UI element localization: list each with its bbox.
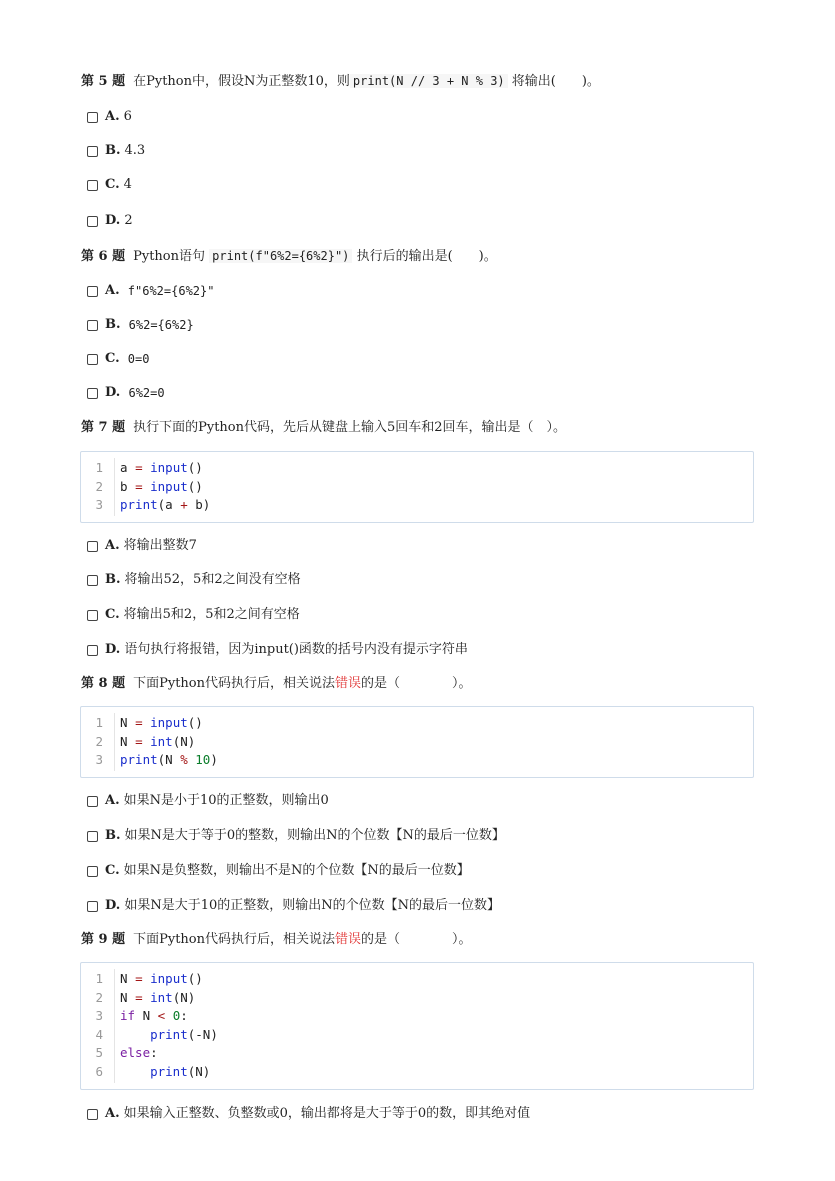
checkbox[interactable] — [87, 866, 98, 877]
option-letter: B. — [105, 572, 121, 587]
option-letter: A. — [105, 793, 120, 808]
option-letter: A. — [105, 538, 120, 553]
inline-code: print(f"6%2={6%2}") — [209, 249, 352, 263]
checkbox[interactable] — [87, 146, 98, 157]
option-letter: C. — [105, 177, 120, 192]
code-text: print(-N) — [150, 1026, 218, 1042]
question-text-end: 的是（ ）。 — [361, 676, 472, 691]
question-number: 第 9 题 — [81, 932, 126, 947]
option-b[interactable] — [87, 571, 301, 589]
question-text: 下面Python代码执行后，相关说法 — [133, 676, 335, 691]
code-line — [81, 733, 753, 752]
option-text: 如果N是负整数，则输出不是N的个位数【N的最后一位数】 — [123, 863, 470, 878]
code-text: a = input() — [120, 460, 203, 475]
checkbox[interactable] — [87, 286, 98, 297]
question-7-title — [81, 419, 566, 437]
option-text: 将输出5和2，5和2之间有空格 — [123, 607, 300, 622]
line-number: 5 — [95, 1045, 103, 1061]
option-text: 将输出52，5和2之间没有空格 — [124, 572, 301, 587]
code-text: N = input() — [120, 715, 203, 730]
checkbox[interactable] — [87, 216, 98, 227]
code-line — [81, 459, 753, 478]
code-line — [81, 714, 753, 733]
option-text: 6%2={6%2} — [128, 318, 194, 332]
option-c[interactable] — [87, 176, 132, 194]
checkbox[interactable] — [87, 180, 98, 191]
option-text: 如果N是小于10的正整数，则输出0 — [123, 793, 329, 808]
checkbox[interactable] — [87, 320, 98, 331]
question-number: 第 8 题 — [81, 676, 126, 691]
code-text: print(N % 10) — [120, 752, 218, 768]
option-letter: C. — [105, 351, 120, 366]
line-number: 2 — [95, 989, 103, 1005]
question-number: 第 5 题 — [81, 74, 126, 89]
checkbox[interactable] — [87, 901, 98, 912]
line-number: 3 — [95, 752, 103, 768]
code-block — [80, 451, 754, 523]
checkbox[interactable] — [87, 645, 98, 656]
checkbox[interactable] — [87, 1109, 98, 1120]
option-text: 如果输入正整数、负整数或0，输出都将是大于等于0的数，即其绝对值 — [123, 1106, 531, 1121]
option-text: 0=0 — [127, 352, 150, 366]
code-text: print(N) — [150, 1063, 211, 1079]
option-a[interactable] — [87, 1105, 530, 1123]
question-text: 执行下面的Python代码，先后从键盘上输入5回车和2回车，输出是（ ）。 — [133, 420, 567, 435]
question-5-title — [81, 72, 600, 91]
line-number: 1 — [95, 971, 103, 986]
code-line — [81, 1044, 753, 1063]
checkbox[interactable] — [87, 354, 98, 365]
option-text: 6%2=0 — [128, 386, 165, 400]
option-text: 将输出整数7 — [123, 538, 197, 553]
option-letter: A. — [105, 283, 120, 298]
question-text: Python语句 — [133, 249, 205, 264]
code-line — [81, 496, 753, 515]
option-a[interactable] — [87, 537, 197, 555]
code-line — [81, 1007, 753, 1026]
code-text: N = int(N) — [120, 733, 196, 749]
question-text-end: 将输出( )。 — [511, 74, 600, 89]
code-text: if N < 0: — [120, 1008, 188, 1024]
checkbox[interactable] — [87, 610, 98, 621]
option-letter: B. — [105, 143, 121, 158]
option-c[interactable] — [87, 350, 149, 368]
option-d[interactable] — [87, 641, 468, 659]
line-number: 3 — [95, 497, 103, 513]
checkbox[interactable] — [87, 796, 98, 807]
code-line — [81, 970, 753, 989]
line-number: 2 — [95, 733, 103, 749]
option-b[interactable] — [87, 316, 194, 334]
code-text: b = input() — [120, 478, 203, 494]
inline-code: print(N // 3 + N % 3) — [350, 74, 508, 88]
option-text: 如果N是大于等于0的整数，则输出N的个位数【N的最后一位数】 — [124, 828, 505, 843]
checkbox[interactable] — [87, 388, 98, 399]
code-line — [81, 478, 753, 497]
option-letter: C. — [105, 607, 120, 622]
question-6-title — [81, 247, 497, 266]
question-text: 在Python中，假设N为正整数10，则 — [133, 74, 350, 89]
option-letter: A. — [105, 109, 120, 124]
option-letter: A. — [105, 1106, 120, 1121]
code-block — [80, 962, 754, 1090]
option-letter: D. — [105, 642, 121, 657]
option-text: 语句执行将报错，因为input()函数的括号内没有提示字符串 — [124, 642, 468, 657]
option-letter: D. — [105, 213, 121, 228]
code-text: print(a + b) — [120, 497, 211, 513]
option-letter: D. — [105, 385, 121, 400]
option-d[interactable] — [87, 212, 133, 230]
option-a[interactable] — [87, 792, 329, 810]
option-a[interactable] — [87, 108, 132, 126]
line-number: 1 — [95, 460, 103, 475]
option-letter: C. — [105, 863, 120, 878]
line-number: 1 — [95, 715, 103, 730]
question-text-end: 的是（ ）。 — [361, 932, 472, 947]
question-text-end: 执行后的输出是( )。 — [356, 249, 497, 264]
option-letter: D. — [105, 898, 121, 913]
option-c[interactable] — [87, 606, 300, 624]
option-b[interactable] — [87, 142, 145, 160]
line-number: 3 — [95, 1008, 103, 1024]
code-line — [81, 989, 753, 1008]
question-number: 第 6 题 — [81, 249, 126, 264]
checkbox[interactable] — [87, 541, 98, 552]
code-line — [81, 1026, 753, 1045]
checkbox[interactable] — [87, 575, 98, 586]
line-number: 4 — [95, 1026, 103, 1042]
option-a[interactable] — [87, 282, 214, 300]
code-text: N = int(N) — [120, 989, 196, 1005]
option-d[interactable] — [87, 384, 165, 402]
option-text: 4.3 — [124, 143, 146, 158]
code-text: else: — [120, 1045, 158, 1061]
question-text: 下面Python代码执行后，相关说法 — [133, 932, 335, 947]
emphasis-word: 错误 — [335, 676, 362, 691]
question-number: 第 7 题 — [81, 420, 126, 435]
checkbox[interactable] — [87, 112, 98, 123]
option-text: 2 — [124, 213, 133, 228]
code-line — [81, 751, 753, 770]
option-d[interactable] — [87, 897, 500, 915]
option-c[interactable] — [87, 862, 470, 880]
option-b[interactable] — [87, 827, 505, 845]
code-text: N = input() — [120, 971, 203, 986]
code-line — [81, 1063, 753, 1082]
option-text: 如果N是大于10的正整数，则输出N的个位数【N的最后一位数】 — [124, 898, 501, 913]
question-9-title — [81, 931, 472, 949]
option-text: 6 — [123, 109, 132, 124]
option-text: f"6%2={6%2}" — [127, 284, 215, 298]
code-block — [80, 706, 754, 778]
line-number: 2 — [95, 478, 103, 494]
option-text: 4 — [123, 177, 132, 192]
option-letter: B. — [105, 317, 121, 332]
question-8-title — [81, 675, 472, 693]
emphasis-word: 错误 — [335, 932, 362, 947]
checkbox[interactable] — [87, 831, 98, 842]
line-number: 6 — [95, 1063, 103, 1079]
option-letter: B. — [105, 828, 121, 843]
